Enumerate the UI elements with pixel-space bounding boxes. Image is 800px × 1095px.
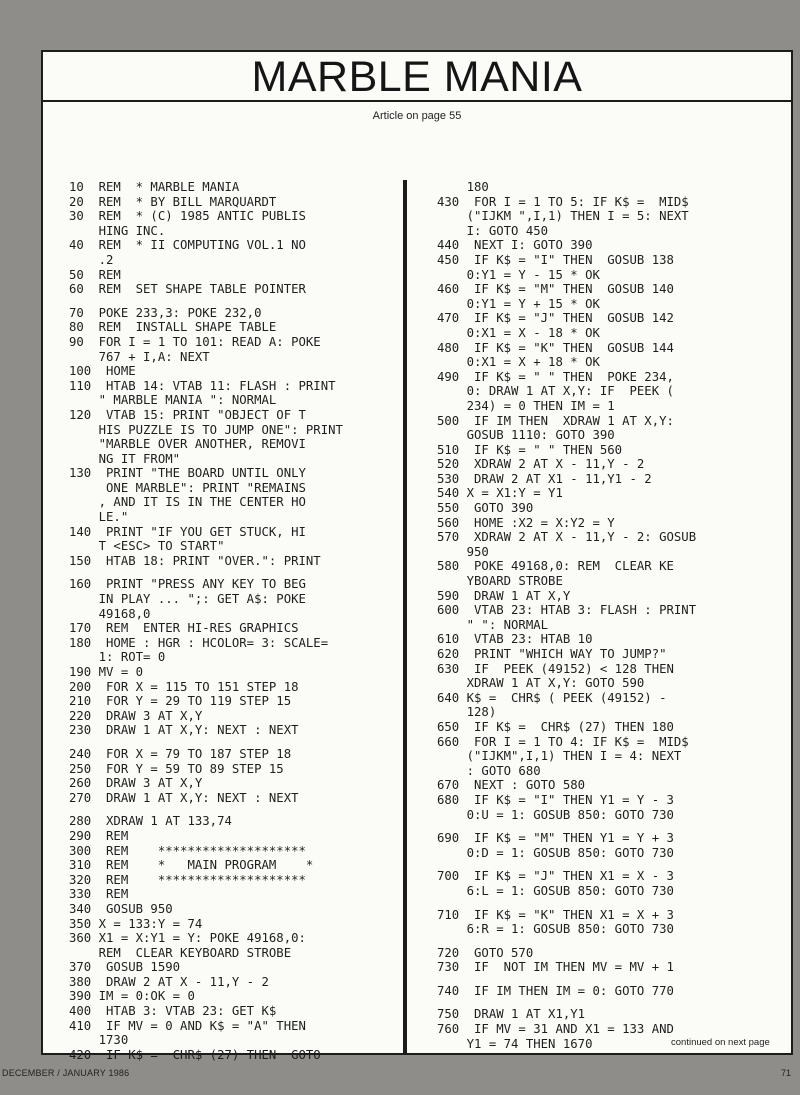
code-line: 210 FOR Y = 29 TO 119 STEP 15 [69,694,292,709]
code-line: ("IJKM",I,1) THEN I = 4: NEXT [437,749,682,764]
code-line: GOSUB 1110: GOTO 390 [437,428,615,443]
code-line: 360 X1 = X:Y1 = Y: POKE 49168,0: [69,931,306,946]
code-line: 520 XDRAW 2 AT X - 11,Y - 2 [437,457,645,472]
code-line: 110 HTAB 14: VTAB 11: FLASH : PRINT [69,378,336,393]
code-line: "MARBLE OVER ANOTHER, REMOVI [69,437,306,452]
code-line: LE." [69,510,129,525]
code-line: .2 [69,252,114,267]
code-line: , AND IT IS IN THE CENTER HO [69,495,306,510]
code-line: 230 DRAW 1 AT X,Y: NEXT : NEXT [69,723,299,738]
code-line: 1730 [69,1033,129,1048]
code-line: 670 NEXT : GOTO 580 [437,778,586,793]
column-divider [403,180,407,1055]
blank-line [437,975,696,984]
code-line: 270 DRAW 1 AT X,Y: NEXT : NEXT [69,790,299,805]
code-line: 260 DRAW 3 AT X,Y [69,776,203,791]
code-line: 60 REM SET SHAPE TABLE POINTER [69,282,306,297]
article-reference: Article on page 55 [372,110,462,122]
code-line: 410 IF MV = 0 AND K$ = "A" THEN [69,1018,306,1033]
code-line: 0:Y1 = Y - 15 * OK [437,267,600,282]
code-line: 460 IF K$ = "M" THEN GOSUB 140 [437,282,674,297]
code-line: 650 IF K$ = CHR$ (27) THEN 180 [437,719,674,734]
code-line: 400 HTAB 3: VTAB 23: GET K$ [69,1004,277,1019]
code-line: 50 REM [69,267,121,282]
code-line: 0:X1 = X + 18 * OK [437,355,600,370]
code-line: 510 IF K$ = " " THEN 560 [437,442,623,457]
code-line: 1: ROT= 0 [69,650,166,665]
code-line: 560 HOME :X2 = X:Y2 = Y [437,515,615,530]
code-line: 10 REM * MARBLE MANIA [69,180,240,194]
program-title: MARBLE MANIA [251,53,583,101]
code-column-right [437,180,696,1051]
code-line: 310 REM * MAIN PROGRAM * [69,858,314,873]
code-line: 450 IF K$ = "I" THEN GOSUB 138 [437,252,674,267]
code-line: 160 PRINT "PRESS ANY KEY TO BEG [69,577,306,592]
code-line: 710 IF K$ = "K" THEN X1 = X + 3 [437,907,674,922]
code-line: 620 PRINT "WHICH WAY TO JUMP?" [437,647,667,661]
code-line: 190 MV = 0 [69,665,144,679]
code-line: 420 IF K$ = CHR$ (27) THEN GOTO [69,1047,321,1062]
code-line: 90 FOR I = 1 TO 101: READ A: POKE [69,334,321,349]
code-line: YBOARD STROBE [437,574,563,589]
blank-line [437,937,696,946]
code-line: REM CLEAR KEYBOARD STROBE [69,945,292,960]
code-line: I: GOTO 450 [437,223,549,238]
code-line: ONE MARBLE": PRINT "REMAINS [69,480,306,495]
code-line: Y1 = 74 THEN 1670 [437,1036,593,1051]
code-line: 30 REM * (C) 1985 ANTIC PUBLIS [69,209,306,224]
code-line: 760 IF MV = 31 AND X1 = 133 AND [437,1022,674,1037]
code-line: 70 POKE 233,3: POKE 232,0 [69,305,262,320]
continued-note: continued on next page [671,1037,770,1048]
code-line: 480 IF K$ = "K" THEN GOSUB 144 [437,340,674,355]
code-line: 0:Y1 = Y + 15 * OK [437,296,600,311]
blank-line [69,738,343,747]
code-line: 740 IF IM THEN IM = 0: GOTO 770 [437,983,674,998]
code-line: 750 DRAW 1 AT X1,Y1 [437,1007,586,1022]
code-line: XDRAW 1 AT X,Y: GOTO 590 [437,676,645,691]
code-line: 690 IF K$ = "M" THEN Y1 = Y + 3 [437,831,674,846]
code-line: 610 VTAB 23: HTAB 10 [437,632,593,647]
title-box [43,52,791,102]
code-line: 80 REM INSTALL SHAPE TABLE [69,320,277,335]
blank-line [437,860,696,869]
code-line: IN PLAY ... ";: GET A$: POKE [69,592,306,607]
code-line: 340 GOSUB 950 [69,901,173,916]
code-line: 234) = 0 THEN IM = 1 [437,398,615,413]
blank-line [69,568,343,577]
code-line: 767 + I,A: NEXT [69,349,210,364]
code-line: 440 NEXT I: GOTO 390 [437,238,593,253]
code-line: 6:R = 1: GOSUB 850: GOTO 730 [437,922,674,937]
code-line: 570 XDRAW 2 AT X - 11,Y - 2: GOSUB [437,530,697,545]
code-line: 40 REM * II COMPUTING VOL.1 NO [69,238,306,253]
code-line: 470 IF K$ = "J" THEN GOSUB 142 [437,311,674,326]
code-line: 128) [437,705,497,720]
listing-frame [41,50,793,1062]
code-line: 100 HOME [69,364,136,379]
code-line: " MARBLE MANIA ": NORMAL [69,393,277,408]
code-line: 630 IF PEEK (49152) < 128 THEN [437,661,674,676]
code-line: 950 [437,544,489,559]
code-line: 300 REM ******************** [69,843,306,858]
code-line: 700 IF K$ = "J" THEN X1 = X - 3 [437,869,674,884]
code-line: 200 FOR X = 115 TO 151 STEP 18 [69,679,299,694]
blank-line [69,297,343,306]
code-line: 0: DRAW 1 AT X,Y: IF PEEK ( [437,384,674,399]
code-line: 150 HTAB 18: PRINT "OVER.": PRINT [69,553,321,568]
code-line: 250 FOR Y = 59 TO 89 STEP 15 [69,761,284,776]
code-line: 370 GOSUB 1590 [69,960,181,975]
code-line: 660 FOR I = 1 TO 4: IF K$ = MID$ [437,734,689,749]
code-line: 600 VTAB 23: HTAB 3: FLASH : PRINT [437,603,697,618]
code-column-left [69,180,343,1062]
code-line: 380 DRAW 2 AT X - 11,Y - 2 [69,974,269,989]
blank-line [69,805,343,814]
code-line: 430 FOR I = 1 TO 5: IF K$ = MID$ [437,194,689,209]
code-line: 280 XDRAW 1 AT 133,74 [69,814,232,829]
code-line: 540 X = X1:Y = Y1 [437,486,563,501]
code-line: 720 GOTO 570 [437,945,534,960]
code-line: 390 IM = 0:OK = 0 [69,989,195,1004]
code-line: HIS PUZZLE IS TO JUMP ONE": PRINT [69,422,343,437]
code-line: 140 PRINT "IF YOU GET STUCK, HI [69,524,306,539]
code-line: 680 IF K$ = "I" THEN Y1 = Y - 3 [437,792,674,807]
code-line: 220 DRAW 3 AT X,Y [69,708,203,723]
code-line: 180 HOME : HGR : HCOLOR= 3: SCALE= [69,635,329,650]
blank-line [437,822,696,831]
code-line: 490 IF K$ = " " THEN POKE 234, [437,369,674,384]
code-line: 20 REM * BY BILL MARQUARDT [69,194,277,209]
code-line: 640 K$ = CHR$ ( PEEK (49152) - [437,690,667,705]
code-line: 170 REM ENTER HI-RES GRAPHICS [69,621,299,636]
code-line: 0:U = 1: GOSUB 850: GOTO 730 [437,807,674,822]
code-line: NG IT FROM" [69,451,181,466]
code-line: HING INC. [69,223,166,238]
code-line: 530 DRAW 2 AT X1 - 11,Y1 - 2 [437,471,652,486]
code-line: 120 VTAB 15: PRINT "OBJECT OF T [69,407,306,422]
code-line: 350 X = 133:Y = 74 [69,916,203,931]
code-line: " ": NORMAL [437,617,549,632]
code-line: 180 [437,180,489,194]
code-line: 130 PRINT "THE BOARD UNTIL ONLY [69,466,306,481]
code-line: 290 REM [69,828,129,843]
code-line: 0:X1 = X - 18 * OK [437,325,600,340]
code-line: : GOTO 680 [437,763,541,778]
code-line: 590 DRAW 1 AT X,Y [437,588,571,603]
code-line: 6:L = 1: GOSUB 850: GOTO 730 [437,883,674,898]
code-line: 500 IF IM THEN XDRAW 1 AT X,Y: [437,413,674,428]
footer-date: DECEMBER / JANUARY 1986 [2,1068,130,1078]
code-line: ("IJKM ",I,1) THEN I = 5: NEXT [437,209,689,224]
footer-page-number: 71 [781,1068,792,1078]
blank-line [437,998,696,1007]
code-line: T <ESC> TO START" [69,539,225,554]
code-line: 550 GOTO 390 [437,501,534,516]
code-line: 49168,0 [69,606,151,621]
code-line: 240 FOR X = 79 TO 187 STEP 18 [69,746,292,761]
code-line: 580 POKE 49168,0: REM CLEAR KE [437,559,674,574]
code-line: 320 REM ******************** [69,872,306,887]
code-line: 0:D = 1: GOSUB 850: GOTO 730 [437,845,674,860]
code-line: 330 REM [69,887,129,902]
blank-line [437,899,696,908]
code-line: 730 IF NOT IM THEN MV = MV + 1 [437,960,674,975]
